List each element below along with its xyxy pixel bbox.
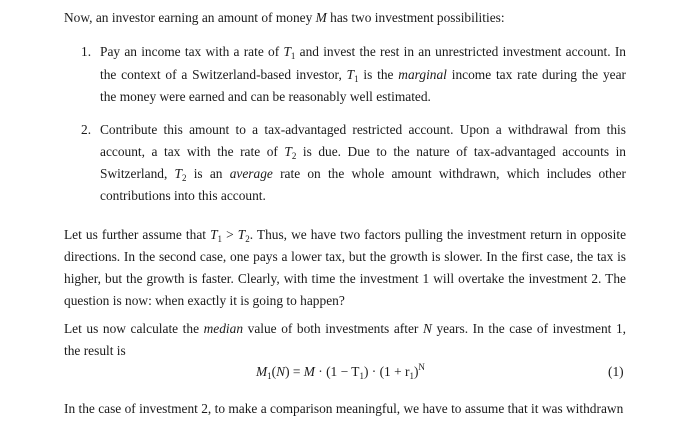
equation-1: $M_1(N) = M \cdot (1 - T_1) \cdot (1 + r_1)^N$	[256, 362, 425, 381]
para3-line2: the result is	[64, 343, 126, 358]
item2-line4: contributions into this account.	[100, 188, 266, 203]
item1-line1: Pay an income tax with a rate of $T_1$ and invest the rest in an unrestricted investment account. In	[100, 44, 627, 61]
para4-line1: In the case of investment 2, to make a comparison meaningful, we have to assume that it was withdrawn	[64, 401, 624, 416]
item1-line2: the context of a Switzerland-based investor, $T_1$ is the marginal income tax rate during the year	[100, 67, 626, 84]
para2-line2: directions. In the second case, one pays a lower tax, but the growth is slower. In the first case, the tax is	[64, 249, 626, 264]
item2-line2: account, a tax with the rate of $T_2$ is due. Due to the nature of tax-advantaged accounts in	[100, 144, 627, 161]
item2-line3: Switzerland, $T_2$ is an average rate on the whole amount withdrawn, which includes other	[100, 166, 626, 183]
item2-line1: Contribute this amount to a tax-advantaged restricted account. Upon a withdrawal from this	[100, 122, 626, 137]
para2-line1: Let us further assume that $T_1 > T_2$. Thus, we have two factors pulling the investment return in opposite	[64, 227, 627, 244]
para2-line3: higher, but the growth is faster. Clearly, with time the investment 1 will overtake the investment 2. The	[64, 271, 626, 286]
para3-line1: Let us now calculate the median value of both investments after N years. In the case of investment 1,	[64, 321, 627, 336]
list-number-1: 1.	[81, 44, 92, 59]
list-number-2: 2.	[81, 122, 92, 137]
equation-number: (1)	[608, 364, 624, 379]
para2-line4: question is now: when exactly it is going to happen?	[64, 293, 345, 308]
item1-line3: the money were earned and can be reasonably well estimated.	[100, 89, 431, 104]
intro-line: Now, an investor earning an amount of money M has two investment possibilities:	[64, 10, 505, 25]
